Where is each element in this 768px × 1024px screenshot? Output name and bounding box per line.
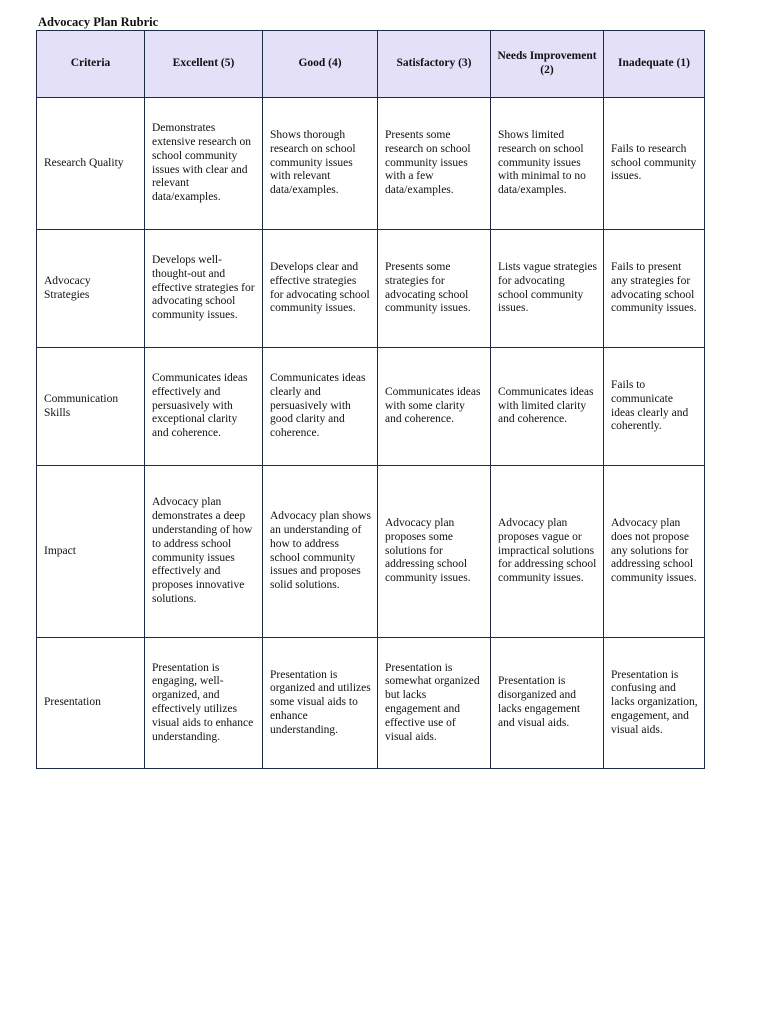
rubric-cell: Communicates ideas with limited clarity and coherence.: [491, 348, 604, 466]
rubric-cell: Communicates ideas effectively and persuasively with exceptional clarity and coherence.: [145, 348, 263, 466]
criterion-cell: Advocacy Strategies: [37, 230, 145, 348]
rubric-cell: Develops clear and effective strategies for advocating school community issues.: [263, 230, 378, 348]
header-inadequate: Inadequate (1): [604, 31, 705, 98]
rubric-cell: Presents some research on school community issues with a few data/examples.: [378, 98, 491, 230]
rubric-cell: Advocacy plan proposes some solutions for addressing school community issues.: [378, 466, 491, 638]
table-row: [37, 466, 705, 638]
document-title: Advocacy Plan Rubric: [38, 15, 159, 29]
header-criteria: Criteria: [37, 31, 145, 98]
rubric-cell: Communicates ideas with some clarity and coherence.: [378, 348, 491, 466]
header-good: Good (4): [263, 31, 378, 98]
rubric-cell: Lists vague strategies for advocating school community issues.: [491, 230, 604, 348]
rubric-cell: Advocacy plan demonstrates a deep understanding of how to address school community issues effectively and proposes innovative solutions.: [145, 466, 263, 638]
rubric-cell: Communicates ideas clearly and persuasively with good clarity and coherence.: [263, 348, 378, 466]
header-satisfactory: Satisfactory (3): [378, 31, 491, 98]
rubric-cell: Shows thorough research on school community issues with relevant data/examples.: [263, 98, 378, 230]
rubric-cell: Presentation is somewhat organized but lacks engagement and effective use of visual aids.: [378, 638, 491, 769]
header-excellent: Excellent (5): [145, 31, 263, 98]
rubric-cell: Fails to research school community issues.: [604, 98, 705, 230]
rubric-cell: Presentation is organized and utilizes some visual aids to enhance understanding.: [263, 638, 378, 769]
rubric-cell: Presents some strategies for advocating school community issues.: [378, 230, 491, 348]
rubric-cell: Develops well-thought-out and effective strategies for advocating school community issues.: [145, 230, 263, 348]
rubric-table: [36, 30, 705, 769]
criterion-cell: Research Quality: [37, 98, 145, 230]
table-row: [37, 98, 705, 230]
rubric-cell: Advocacy plan proposes vague or impractical solutions for addressing school community issues.: [491, 466, 604, 638]
rubric-cell: Shows limited research on school community issues with minimal to no data/examples.: [491, 98, 604, 230]
rubric-cell: Fails to communicate ideas clearly and coherently.: [604, 348, 705, 466]
table-row: [37, 230, 705, 348]
rubric-cell: Presentation is disorganized and lacks engagement and visual aids.: [491, 638, 604, 769]
header-row: [37, 31, 705, 98]
rubric-cell: Advocacy plan shows an understanding of how to address school community issues and proposes solid solutions.: [263, 466, 378, 638]
rubric-cell: Presentation is confusing and lacks organization, engagement, and visual aids.: [604, 638, 705, 769]
rubric-cell: Demonstrates extensive research on school community issues with clear and relevant data/examples.: [145, 98, 263, 230]
rubric-cell: Presentation is engaging, well-organized, and effectively utilizes visual aids to enhance understanding.: [145, 638, 263, 769]
rubric-cell: Advocacy plan does not propose any solutions for addressing school community issues.: [604, 466, 705, 638]
rubric-cell: Fails to present any strategies for advocating school community issues.: [604, 230, 705, 348]
criterion-cell: Presentation: [37, 638, 145, 769]
header-needs-improvement: Needs Improvement (2): [491, 31, 604, 98]
table-row: [37, 638, 705, 769]
criterion-cell: Impact: [37, 466, 145, 638]
table-row: [37, 348, 705, 466]
criterion-cell: Communication Skills: [37, 348, 145, 466]
